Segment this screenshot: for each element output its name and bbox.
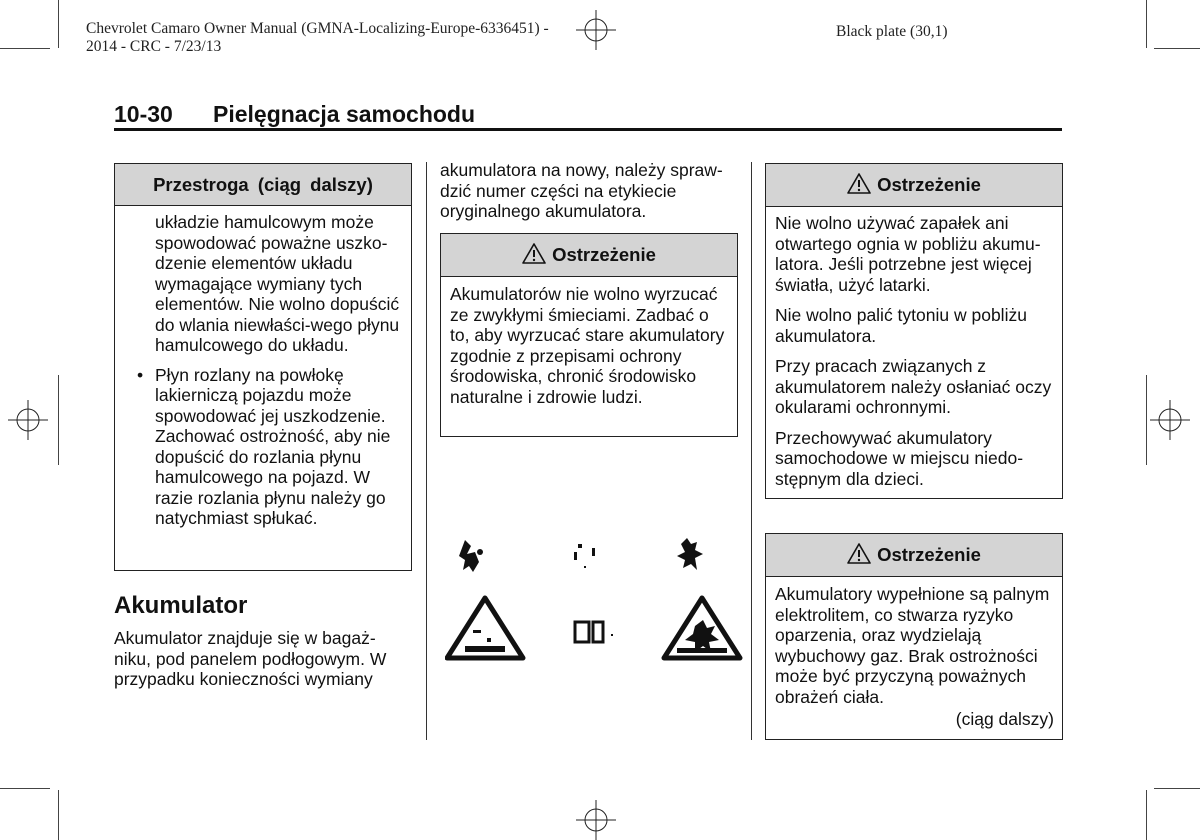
registration-mark-icon [576, 800, 616, 840]
warning-paragraph: Nie wolno używać zapałek ani otwartego ognia w pobliżu akumu-latora. Jeśli potrzebne jest więcej światła, użyć latarki. [775, 213, 1041, 295]
warning-triangle-icon [522, 243, 546, 264]
crop-mark [58, 0, 59, 48]
crop-mark [1146, 0, 1147, 48]
crop-mark [58, 790, 59, 840]
column-divider [751, 162, 752, 740]
warning-paragraph: Przy pracach związanych z akumulatorem należy osłaniać oczy okularami ochronnymi. [775, 356, 1052, 417]
warning-header [766, 164, 1062, 207]
caution-box [114, 163, 412, 571]
caution-text: układzie hamulcowym może spowodować poważne uszko-dzenie elementów układu wymagające wymiany tych elementów. Nie wolno dopuścić do wlania niewłaści-wego płynu hamulcowego do układu. [155, 212, 400, 355]
caution-body [115, 206, 411, 529]
intro-text: akumulatora na nowy, należy spraw-dzić numer części na etykiecie oryginalnego akumulatora. [440, 160, 723, 221]
bullet-dot: • [137, 364, 144, 385]
warning-box [440, 233, 738, 437]
page-title: Pielęgnacja samochodu [213, 101, 476, 127]
registration-mark-icon [1150, 400, 1190, 440]
warning-triangle-icon [847, 173, 871, 194]
warning-header [441, 234, 737, 277]
page-number: 10-30 [114, 101, 173, 127]
battery-hazard-symbols-icon [445, 530, 745, 670]
crop-mark [0, 788, 50, 789]
section-heading: Akumulator [114, 592, 248, 619]
warning-title: Ostrzeżenie [552, 244, 656, 265]
warning-title: Ostrzeżenie [877, 174, 981, 195]
warning-triangle-icon [847, 543, 871, 564]
warning-header [766, 534, 1062, 577]
crop-mark [1146, 790, 1147, 840]
warning-text: Akumulatorów nie wolno wyrzucać ze zwykłymi śmieciami. Zadbać o to, aby wyrzucać stare akumulatory zgodnie z przepisami ochrony środowiska, chronić środowisko naturalne i zdrowie ludzi. [450, 284, 725, 407]
warning-title: Ostrzeżenie [877, 544, 981, 565]
caution-bullet [137, 365, 401, 529]
registration-mark-icon [8, 400, 48, 440]
warning-paragraph: Nie wolno palić tytoniu w pobliżu akumulatora. [775, 305, 1027, 346]
column-divider [426, 162, 427, 740]
crop-mark [1154, 48, 1200, 49]
crop-mark [0, 48, 50, 49]
continued-label: (ciąg dalszy) [955, 709, 1054, 729]
crop-mark [1146, 375, 1147, 465]
plate-label: Black plate (30,1) [836, 23, 948, 40]
caution-bullet-text: Płyn rozlany na powłokę lakierniczą pojazdu może spowodować jej uszkodzenie. Zachować ostrożność, aby nie dopuścić do rozlania płynu hamulcowego na pojazd. W razie rozlania płynu należy go natychmiast spłukać. [155, 364, 391, 528]
warning-box [765, 163, 1063, 499]
print-meta-line2: 2014 - CRC - 7/23/13 [86, 38, 222, 55]
caution-title: Przestroga (ciąg dalszy) [115, 164, 411, 206]
crop-mark [1154, 788, 1200, 789]
print-meta [86, 20, 606, 56]
warning-box [765, 533, 1063, 740]
section-text: Akumulator znajduje się w bagaż-niku, pod panelem podłogowym. W przypadku konieczności wymiany [114, 628, 387, 689]
warning-paragraph: Przechowywać akumulatory samochodowe w miejscu niedo-stępnym dla dzieci. [775, 427, 1024, 489]
warning-text: Akumulatory wypełnione są palnym elektrolitem, co stwarza ryzyko oparzenia, oraz wydzielają wybuchowy gaz. Brak ostrożności może być przyczyną poważnych obrażeń ciała. [775, 584, 1050, 707]
warning-body [766, 207, 1062, 505]
header-rule [114, 128, 1062, 131]
crop-mark [58, 375, 59, 465]
print-meta-line1: Chevrolet Camaro Owner Manual (GMNA-Localizing-Europe-6336451) - [86, 20, 549, 37]
